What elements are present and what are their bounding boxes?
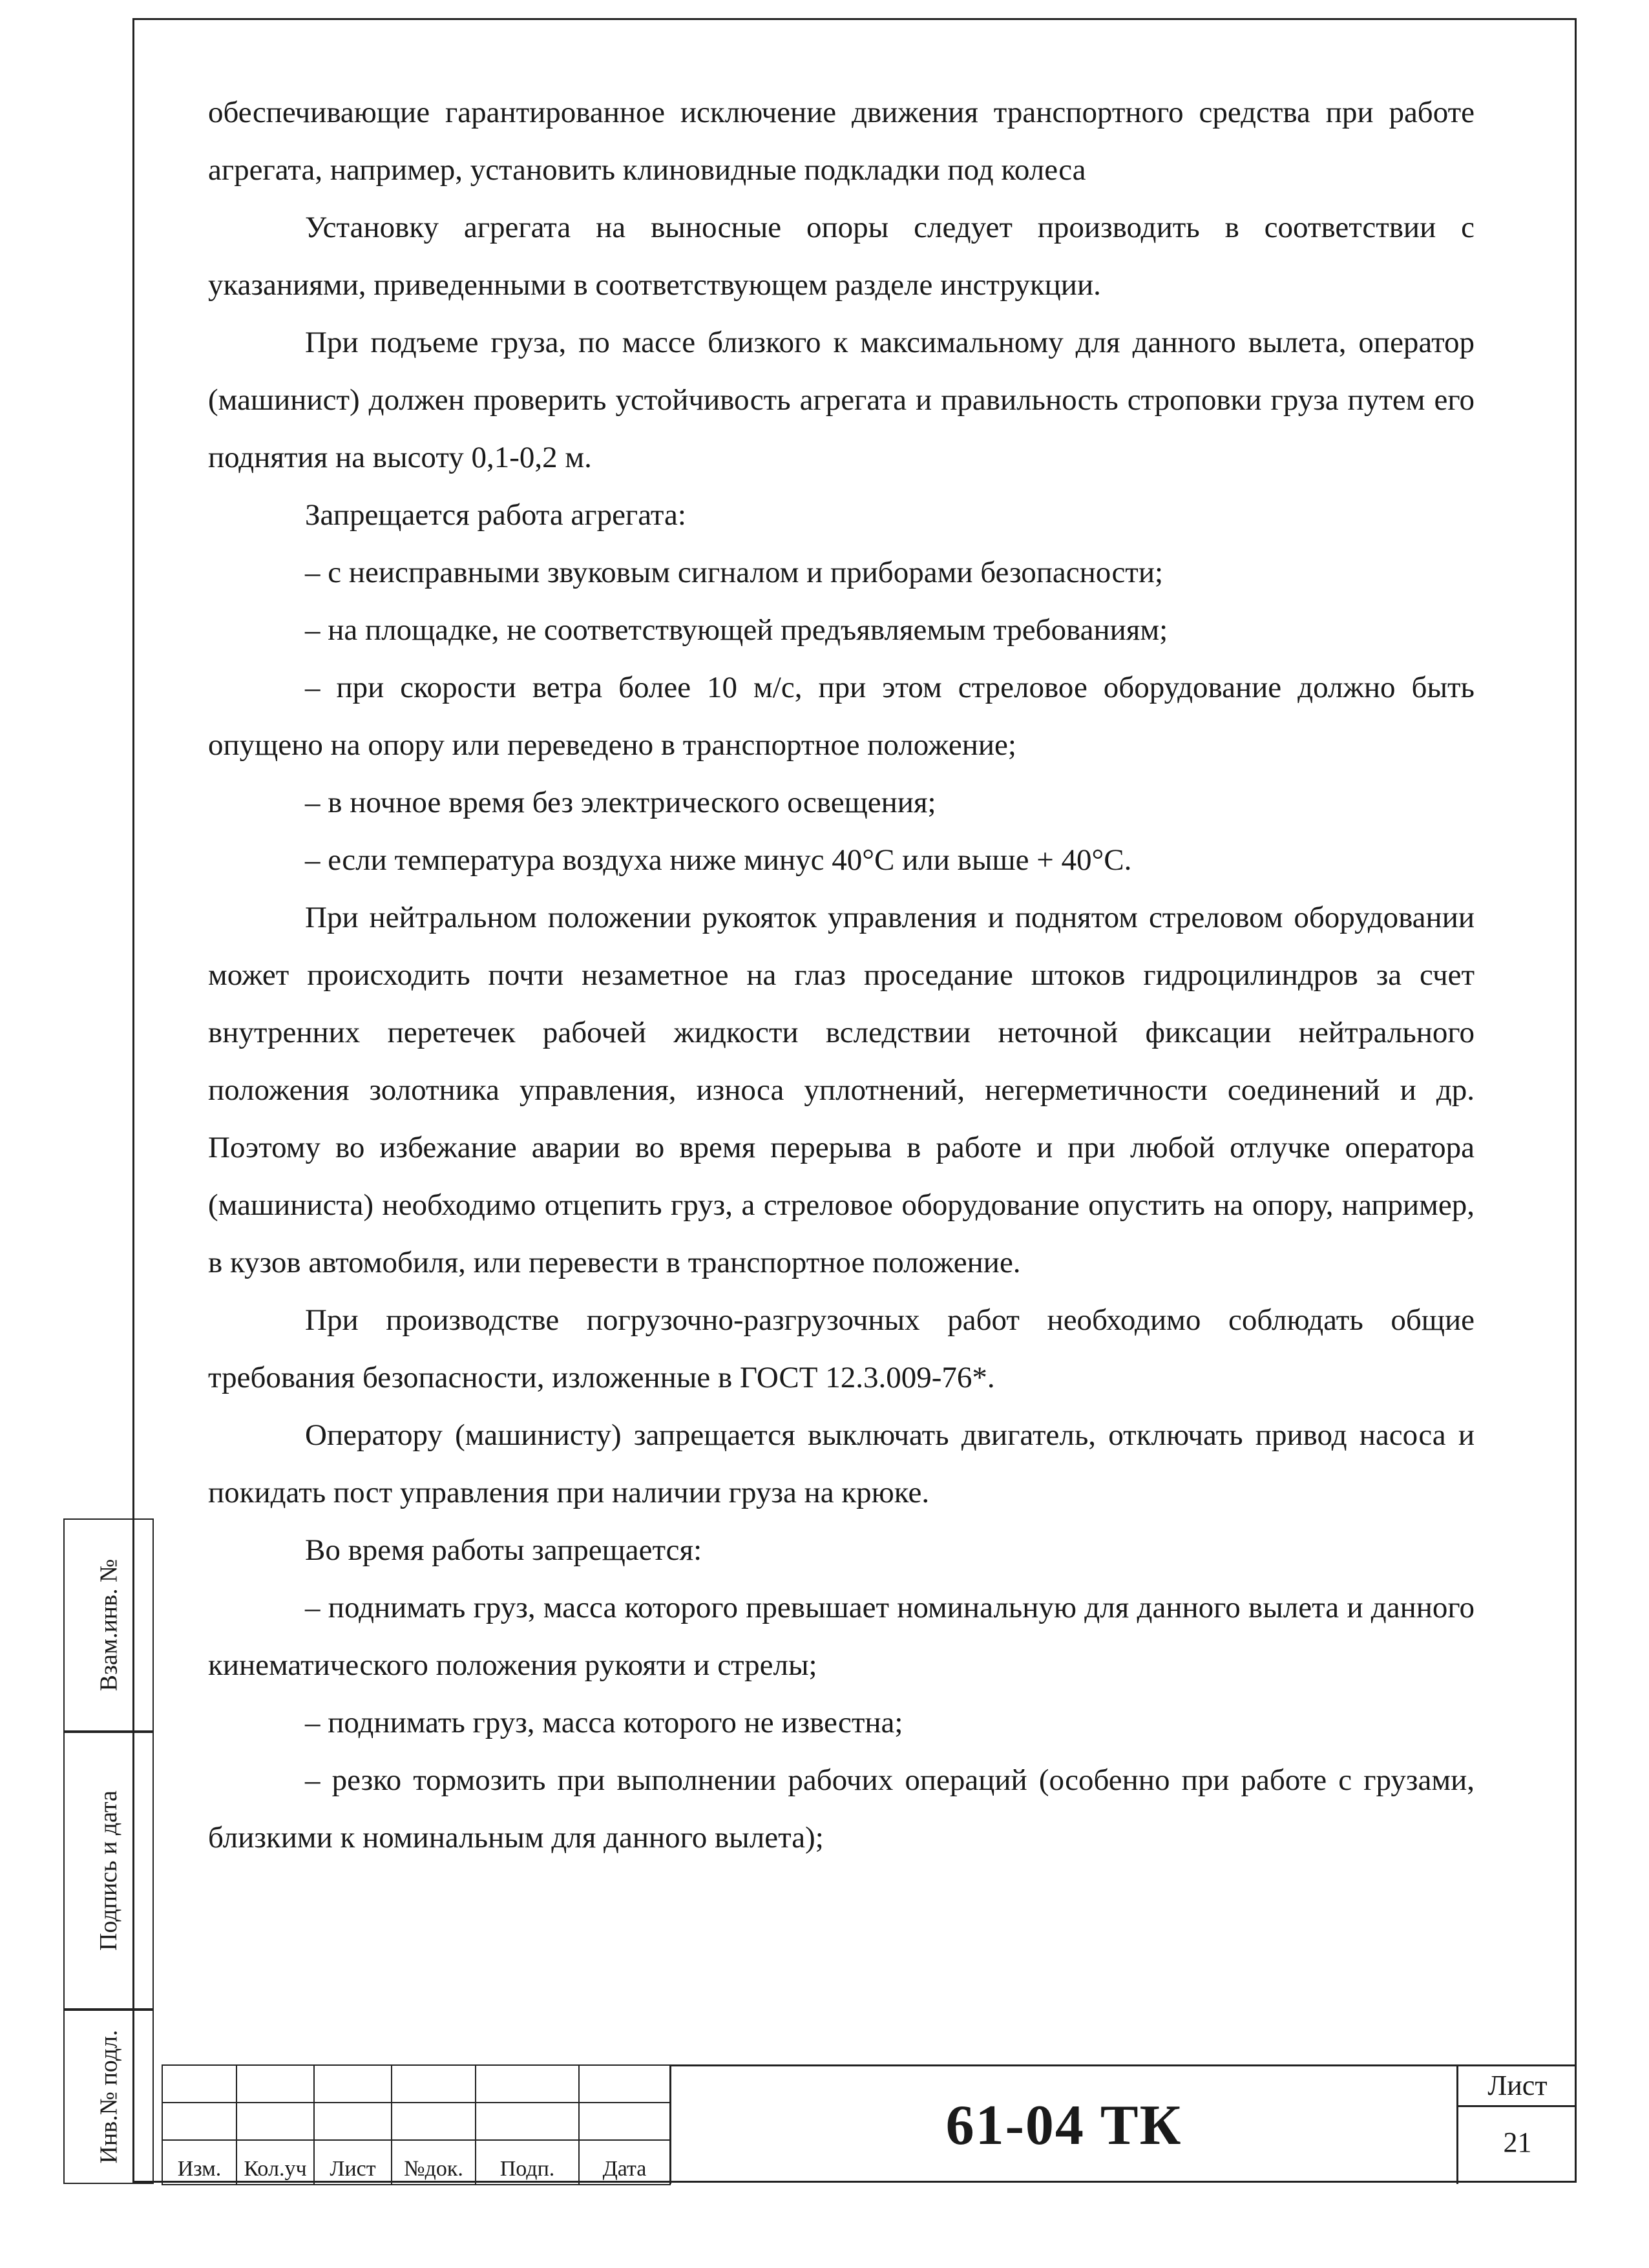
column-header: Лист [314,2140,392,2185]
list-item: – с неисправными звуковым сигналом и приборами безопасности; [305,556,1164,589]
document-code: 61-04 ТК [945,2094,1182,2157]
column-header: Подп. [476,2140,579,2185]
list-item: – поднимать груз, масса которого не известна; [305,1706,903,1739]
sheet-number: 21 [1503,2126,1532,2158]
paragraph: обеспечивающие гарантированное исключение движения транспортного средства при работе агрегата, например, установить клиновидные подкладки под колеса [208,96,1475,187]
paragraph: Запрещается работа агрегата: [305,498,686,532]
column-header: Дата [579,2140,670,2185]
column-header: Изм. [162,2140,236,2185]
paragraph: Установку агрегата на выносные опоры следует производить в соответствии с указаниями, приведенными в соответствующем разделе инструкции. [208,211,1475,302]
stamp-cell-inv-podl [63,2010,154,2184]
paragraph: При производстве погрузочно-разгрузочных работ необходимо соблюдать общие требования безопасности, изложенные в ГОСТ 12.3.009-76*. [208,1303,1475,1394]
column-header: Кол.уч [236,2140,314,2185]
document-code-cell [669,2064,1456,2184]
list-item: – в ночное время без электрического освещения; [305,786,936,819]
paragraph: При нейтральном положении рукояток управления и поднятом стреловом оборудовании может происходить почти незаметное на глаз проседание штоков гидроцилиндров за счет внутренних перетечек рабочей жидкости вследствии неточной фиксации нейтрального положения золотника управления, износа уплотнений, негерметичности соединений и др. Поэтому во избежание аварии во время перерыва в работе и при любой отлучке оператора (машиниста) необходимо отцепить груз, а стреловое оборудование опустить на опору, например, в кузов автомобиля, или перевести в транспортное положение. [208,901,1475,1279]
list-item: – на площадке, не соответствующей предъявляемым требованиям; [305,613,1168,647]
document-body [208,84,1475,1867]
paragraph: Оператору (машинисту) запрещается выключать двигатель, отключать привод насоса и покидать пост управления при наличии груза на крюке. [208,1418,1475,1509]
column-header: №док. [392,2140,476,2185]
stamp-cell-vzam-inv [63,1518,154,1732]
sheet-cell [1456,2064,1577,2184]
paragraph: Во время работы запрещается: [305,1533,702,1567]
stamp-label-vzam-inv: Взам.инв. № [95,1559,123,1692]
paragraph: При подъеме груза, по массе близкого к максимальному для данного вылета, оператор (машинист) должен проверить устойчивость агрегата и правильность строповки груза путем его поднятия на высоту 0,1-0,2 м. [208,326,1475,474]
stamp-label-podpis-data: Подпись и дата [95,1790,123,1951]
list-item: – при скорости ветра более 10 м/с, при этом стреловое оборудование должно быть опущено на опору или переведено в транспортное положение; [208,671,1475,762]
list-item: – поднимать груз, масса которого превышает номинальную для данного вылета и данного кинематического положения рукояти и стрелы; [208,1591,1475,1682]
stamp-label-inv-podl: Инв.№ подл. [95,2030,123,2164]
list-item: – если температура воздуха ниже минус 40°С или выше + 40°С. [305,843,1132,877]
side-stamp [63,1518,154,2184]
sheet-label: Лист [1458,2066,1577,2107]
list-item: – резко тормозить при выполнении рабочих операций (особенно при работе с грузами, близкими к номинальным для данного вылета); [208,1763,1475,1854]
stamp-cell-podpis-data [63,1732,154,2010]
revision-table [162,2064,669,2184]
title-block [162,2064,1577,2184]
